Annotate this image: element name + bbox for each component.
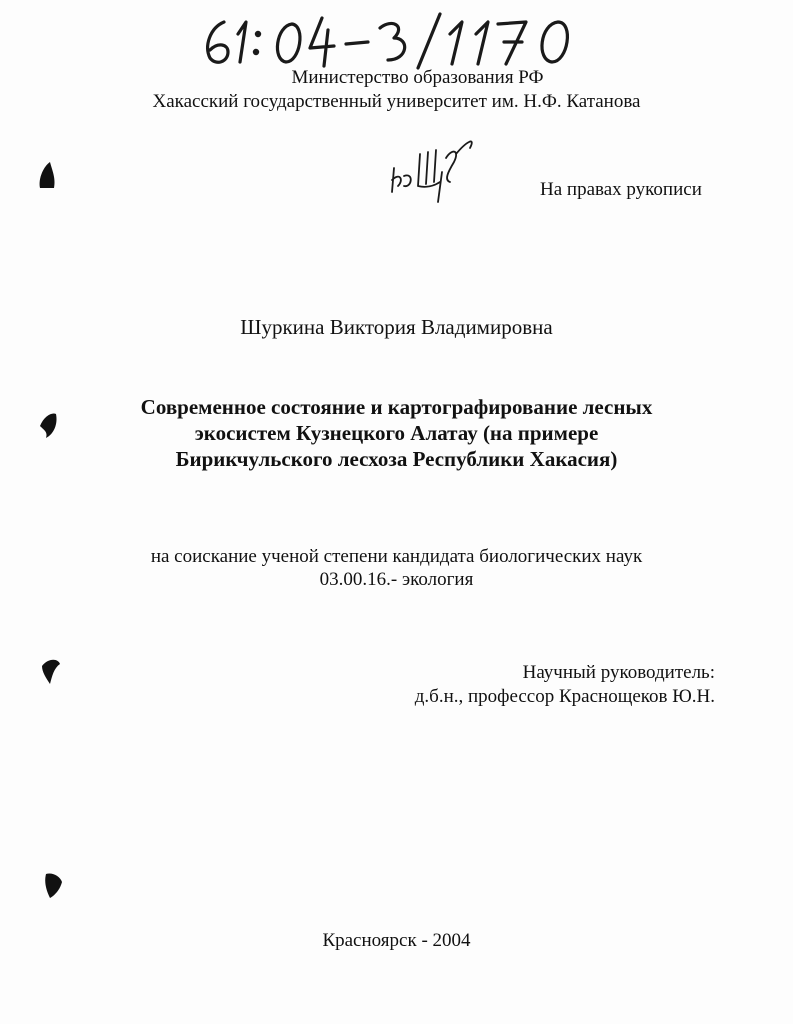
supervisor-name: д.б.н., профессор Краснощеков Ю.Н.: [414, 686, 715, 707]
degree-line-1: на соискание ученой степени кандидата биологических наук: [150, 546, 643, 567]
degree-statement: [0, 545, 793, 591]
degree-specialty: 03.00.16.- экология: [319, 569, 474, 590]
title-line-3: Бирикчульского лесхоза Республики Хакасия): [175, 447, 618, 471]
supervisor-label: Научный руководитель:: [522, 662, 715, 683]
handwritten-archive-code: [196, 8, 586, 70]
binding-mark-icon: [42, 870, 64, 900]
author-name: Шуркина Виктория Владимировна: [240, 315, 553, 339]
binding-mark-icon: [38, 410, 60, 440]
handwritten-signature: [384, 128, 484, 206]
university-header: [0, 90, 793, 114]
ministry-header: [0, 66, 793, 90]
title-line-2: экосистем Кузнецкого Алатау (на примере: [194, 421, 599, 445]
city-year: Красноярск - 2004: [322, 930, 471, 951]
manuscript-rights-note: На правах рукописи: [540, 179, 702, 200]
title-line-1: Современное состояние и картографирование лесных: [140, 395, 653, 419]
university-name: Хакасский государственный университет им. Н.Ф. Катанова: [152, 91, 641, 112]
ministry-name: Министерство образования РФ: [291, 67, 544, 88]
dissertation-title: [0, 394, 793, 472]
supervisor-block: [415, 661, 715, 709]
binding-mark-icon: [36, 160, 58, 190]
binding-mark-icon: [40, 656, 62, 686]
